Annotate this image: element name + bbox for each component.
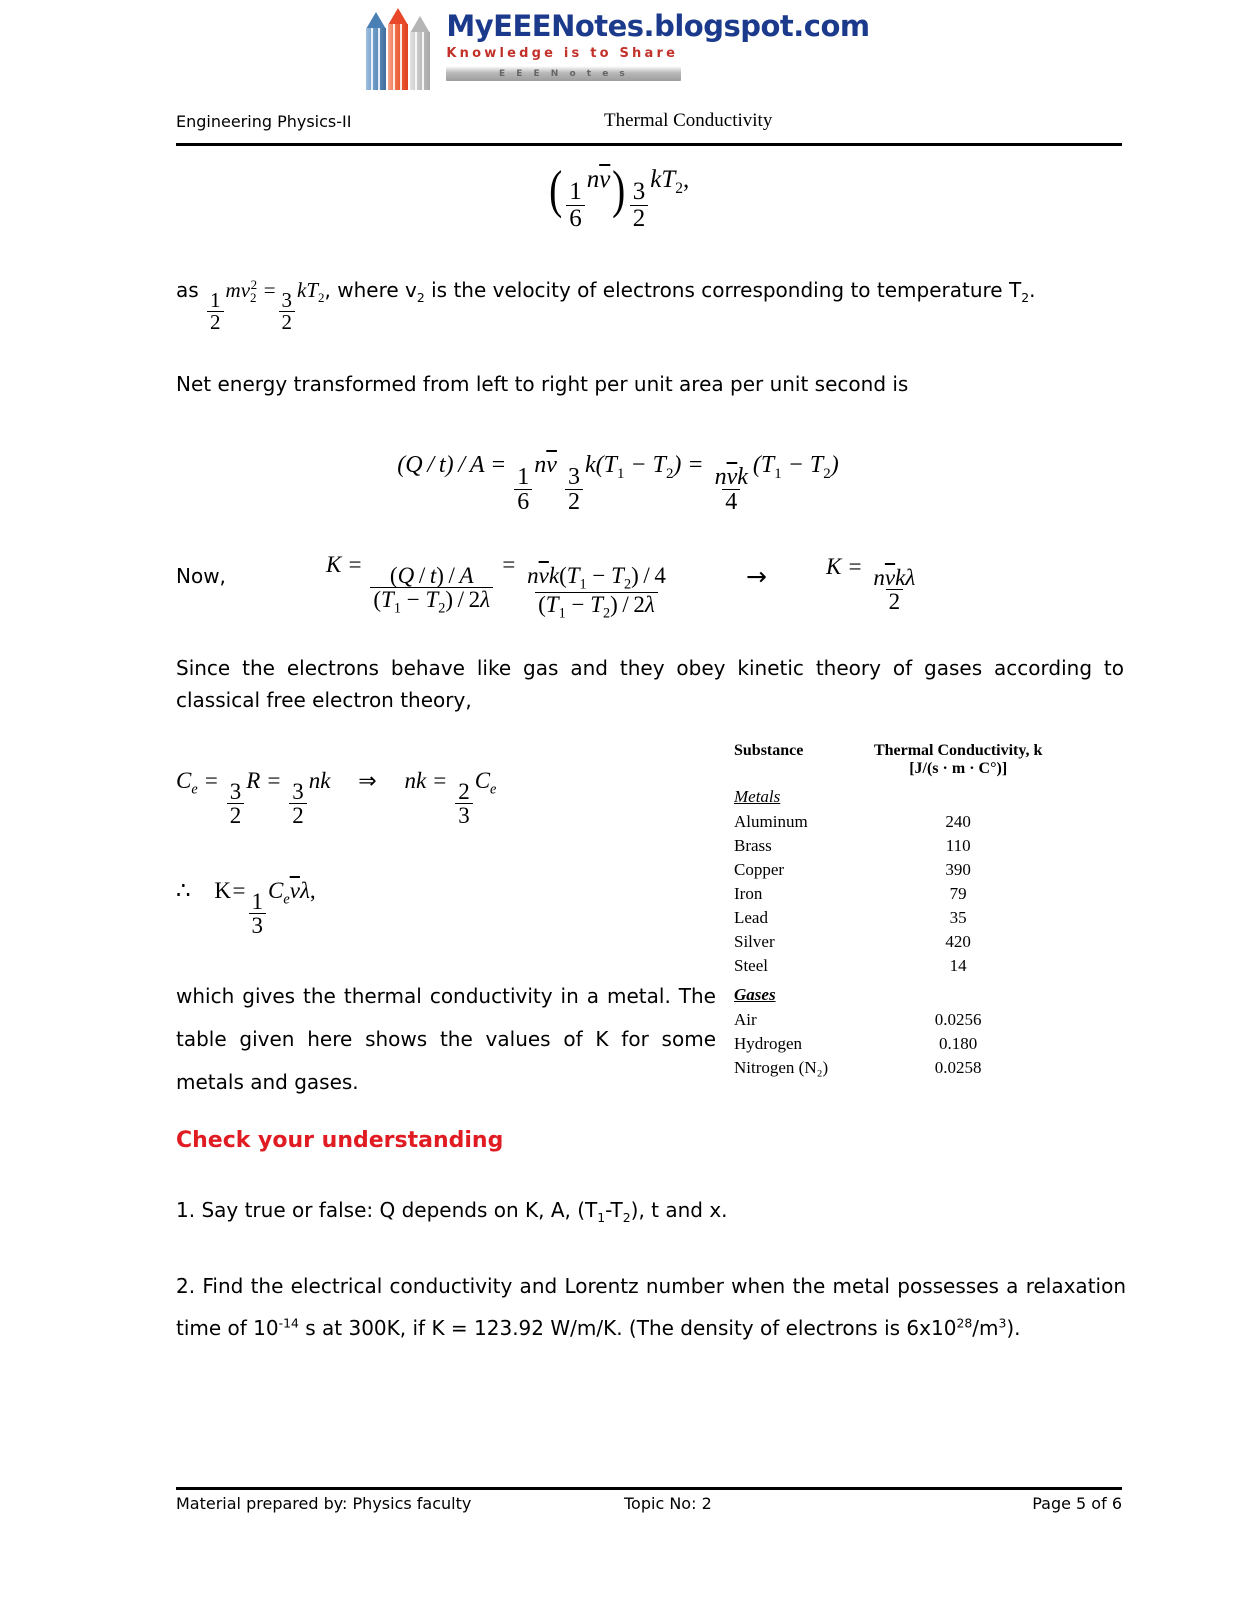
- table-row: [734, 882, 1064, 906]
- table-cell-substance: Silver: [734, 932, 775, 951]
- table-cell-conductivity: 240: [945, 812, 971, 831]
- footer-topic-no: Topic No: 2: [624, 1494, 712, 1513]
- q2-sup-3: 3: [998, 1315, 1007, 1331]
- row-now-equation: [176, 552, 1126, 622]
- q1-part-b: -T: [605, 1198, 623, 1222]
- table-group-row: [734, 780, 1064, 810]
- q1-part-a: 1. Say true or false: Q depends on K, A, (T: [176, 1198, 598, 1222]
- table-cell-substance: Nitrogen (N₂): [734, 1058, 829, 1077]
- table-group-label: Metals: [734, 787, 781, 806]
- table-cell-substance: Copper: [734, 860, 785, 879]
- table-cell-substance: Brass: [734, 836, 772, 855]
- table-row: [734, 954, 1064, 978]
- table-cell-conductivity: 79: [949, 884, 967, 903]
- table-group-spacer: [852, 780, 1064, 810]
- table-row: [734, 1008, 1064, 1032]
- table-row: [734, 858, 1064, 882]
- table-row: [734, 1032, 1064, 1056]
- table-cell-conductivity: 390: [945, 860, 971, 879]
- as-prefix: as: [176, 278, 199, 302]
- header-topic: Thermal Conductivity: [604, 110, 773, 131]
- line-as-equation: [176, 278, 1126, 334]
- pencils-icon: [366, 8, 436, 90]
- table-body: [734, 780, 1064, 1080]
- inline-equation-mv2: $\frac{1}{2}$ $mv_2^2$ = $\frac{3}{2}$ $kT_2$: [205, 278, 324, 302]
- as-suffix-sub: 2: [416, 290, 425, 305]
- table-group-label: Gases: [734, 985, 776, 1004]
- q2-sup-2: 28: [956, 1315, 973, 1331]
- table-col-conductivity: [852, 742, 1064, 780]
- header-rule: [176, 143, 1122, 146]
- table-cell-conductivity: 35: [949, 908, 967, 927]
- equation-6: ∴ K= $\frac{1}{3}$ $C_e\overline{v}\lambda$,: [176, 878, 316, 939]
- table-cell-conductivity: 0.0258: [934, 1058, 982, 1077]
- page-header: [176, 112, 1122, 142]
- now-label: Now,: [176, 564, 226, 588]
- q2-part-a: 2. Find the electrical conductivity and Lorentz number when the metal possesses a relaxation time of 10: [176, 1274, 1126, 1340]
- q1-sub-1: 1: [597, 1210, 606, 1225]
- equation-5: $C_e$ = $\frac{3}{2}$ R = $\frac{3}{2}$ nk ⇒ nk = $\frac{2}{3}$ $C_e$: [176, 768, 497, 829]
- site-banner: [0, 0, 1236, 98]
- table-cell-substance: Hydrogen: [734, 1034, 802, 1053]
- logo-title: MyEEENotes.blogspot.com: [446, 9, 870, 43]
- equation-4: K = $\frac{n\overline{v}k\lambda}{2}$: [826, 554, 916, 615]
- logo: [366, 8, 869, 90]
- table-cell-substance: Aluminum: [734, 812, 808, 831]
- table-row: [734, 834, 1064, 858]
- check-understanding-heading: Check your understanding: [176, 1128, 504, 1153]
- table-row: [734, 1056, 1064, 1080]
- q2-part-b: s at 300K, if K = 123.92 W/m/K. (The density of electrons is 6x10: [298, 1316, 957, 1340]
- as-suffix-end: .: [1029, 278, 1036, 302]
- logo-badge-text: E E E N o t e s: [498, 68, 629, 79]
- table-group-spacer: [852, 978, 1064, 1008]
- table-cell-substance: Iron: [734, 884, 763, 903]
- table-cell-substance: Lead: [734, 908, 768, 927]
- paragraph-since-electrons: Since the electrons behave like gas and they obey kinetic theory of gases according to classical free electron theory,: [176, 656, 1124, 713]
- table-cell-conductivity: 14: [949, 956, 967, 975]
- table-cell-conductivity: 420: [945, 932, 971, 951]
- as-suffix-sub2: 2: [1021, 290, 1030, 305]
- q1-part-c: ), t and x.: [630, 1198, 728, 1222]
- equation-1: ( $\frac{1}{6}$ $n\overline{v}$) $\frac{3}{2}$ $kT_2$,: [548, 161, 690, 232]
- paragraph-which-gives: which gives the thermal conductivity in a metal. The table given here shows the values of K for some metals and gases.: [176, 984, 716, 1094]
- page-footer: [176, 1494, 1122, 1520]
- question-2: [176, 1265, 1126, 1349]
- thermal-conductivity-table: [734, 742, 1064, 1080]
- table-group-row: [734, 978, 1064, 1008]
- table-cell-conductivity: 0.180: [939, 1034, 978, 1053]
- q1-sub-2: 2: [622, 1210, 631, 1225]
- equation-2: (Q / t) / A = $\frac{1}{6}$ $n\overline{v}$ $\frac{3}{2}$ $k(T_1 - T_2)$ = $\frac{n\overline{v}k}{4}$ $(T_1 - T_2)$: [397, 452, 839, 515]
- logo-badge: [446, 66, 681, 81]
- header-course: Engineering Physics-II: [176, 112, 352, 131]
- logo-tagline: Knowledge is to Share: [446, 46, 679, 61]
- table-header-row: [734, 742, 1064, 780]
- as-suffix-b: is the velocity of electrons corresponding to temperature T: [424, 278, 1022, 302]
- table-col-substance: Substance: [734, 742, 804, 759]
- table-row: [734, 906, 1064, 930]
- q2-part-d: ).: [1006, 1316, 1021, 1340]
- table-row: [734, 930, 1064, 954]
- table-col-conductivity-unit: [J/(s · m · C°)]: [909, 760, 1008, 777]
- as-suffix-a: , where v: [324, 278, 417, 302]
- paragraph-net-energy: Net energy transformed from left to right per unit area per unit second is: [176, 372, 909, 396]
- q2-part-c: /m: [972, 1316, 999, 1340]
- footer-page-number: Page 5 of 6: [1032, 1494, 1122, 1513]
- q2-sup-1: -14: [278, 1315, 299, 1331]
- table-cell-substance: Air: [734, 1010, 757, 1029]
- footer-rule: [176, 1487, 1122, 1490]
- equation-3: K = $\frac{(Q / t) / A}{(T_1 - T_2) / 2\lambda}$ = $\frac{n\overline{v}k(T_1 - T_2) / 4}{(T_1 - T_2) / 2\lambda}$: [326, 552, 666, 622]
- footer-prepared-by: Material prepared by: Physics faculty: [176, 1494, 472, 1513]
- table-cell-substance: Steel: [734, 956, 768, 975]
- table-col-conductivity-label: Thermal Conductivity, k: [873, 742, 1043, 759]
- question-1: [176, 1198, 1126, 1225]
- arrow-implies-icon: →: [746, 562, 767, 591]
- table-cell-conductivity: 110: [945, 836, 971, 855]
- table-row: [734, 810, 1064, 834]
- table-cell-conductivity: 0.0256: [934, 1010, 982, 1029]
